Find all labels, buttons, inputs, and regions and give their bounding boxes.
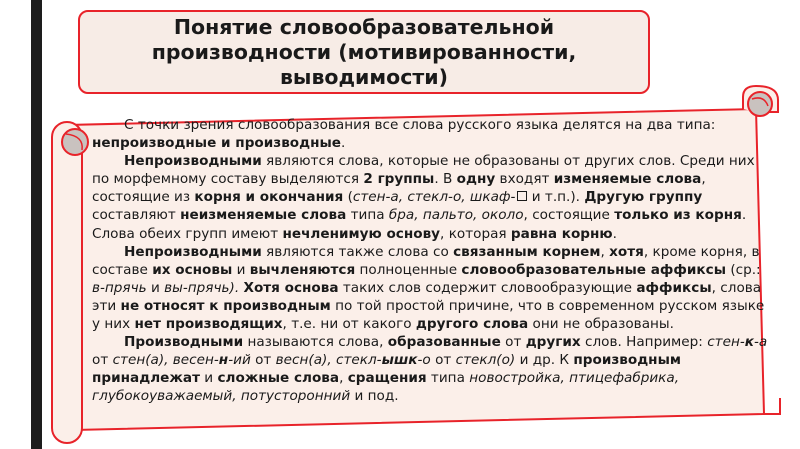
paragraph-2: Непроизводными являются слова, которые не образованы от других слов. Среди них по морфемному составу выделяются 2 группы. В одну входят изменяемые слова, состоящие из корня и окончания (стен-а, стекл-о, шкаф- и т.п.). Другую группу составляют неизменяемые слова типа бра, пальто, около, состоящие только из корня. Слова обеих групп имеют нечленимую основу, которая равна корню. [92,153,755,242]
scroll-left-roll [52,122,82,443]
paragraph-1: С точки зрения словообразования все слова русского языка делятся на два типа: непроизводные и производные. [92,117,716,152]
title-line-1: Понятие словообразовательной [173,14,555,39]
body-text [92,116,768,406]
title-line-3: выводимости) [279,64,449,89]
scroll-left-curl [62,129,88,155]
empty-ending-box [517,191,527,201]
title-line-2: производности (мотивированности, [151,39,577,64]
scroll-right-curl [748,92,772,116]
paragraph-4: Производными называются слова, образованные от других слов. Например: стен-к-а от стен(а), весен-н-ий от весн(а), стекл-ышк-о от стекл(о) и др. К производным принадлежат и сложные слова, сращения типа новостройка, птицефабрика, глубокоуважаемый, потусторонний и под. [92,334,768,405]
paragraph-3: Непроизводными являются также слова со связанным корнем, хотя, кроме корня, в составе их основы и вычленяются полноценные словообразовательные аффиксы (ср.: в-прячь и вы-прячь). Хотя основа таких слов содержит словообразующие аффиксы, слова эти не относят к производным по той простой причине, что в современном русском языке у них нет производящих, т.е. ни от какого другого слова они не образованы. [92,243,765,333]
